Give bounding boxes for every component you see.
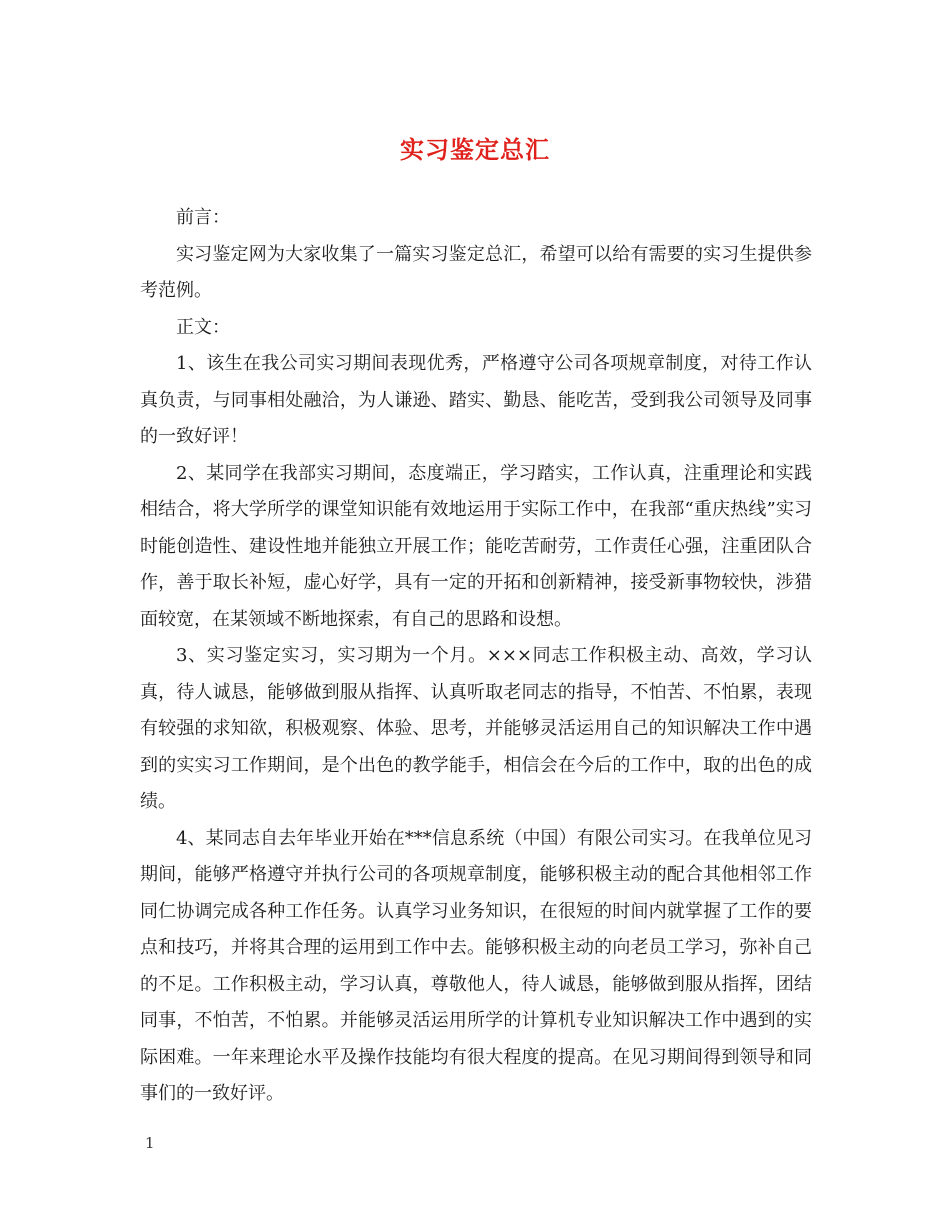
page-number: 1 <box>145 1134 155 1152</box>
main-text-heading: 正文： <box>176 316 230 338</box>
evaluation-paragraph-1: 1、该生在我公司实习期间表现优秀，严格遵守公司各项规章制度，对待工作认真负责，与同事相处融洽，为人谦逊、踏实、勤恳、能吃苦，受到我公司领导及同事的一致好评！ <box>140 353 812 447</box>
evaluation-paragraph-3: 3、实习鉴定实习，实习期为一个月。×××同志工作积极主动、高效，学习认真，待人诚恳，能够做到服从指挥、认真听取老同志的指导，不怕苦、不怕累，表现有较强的求知欲，积极观察、体验、思考，并能够灵活运用自己的知识解决工作中遇到的实实习工作期间，是个出色的教学能手，相信会在今后的工作中，取的出色的成绩。 <box>140 645 812 812</box>
preface-heading: 前言： <box>176 207 230 228</box>
evaluation-paragraph-4: 4、某同志自去年毕业开始在***信息系统（中国）有限公司实习。在我单位见习期间，能够严格遵守并执行公司的各项规章制度，能够积极主动的配合其他相邻工作同仁协调完成各种工作任务。认真学习业务知识，在很短的时间内就掌握了工作的要点和技巧，并将其合理的运用到工作中去。能够积极主动的向老员工学习，弥补自己的不足。工作积极主动，学习认真，尊敬他人，待人诚恳，能够做到服从指挥，团结同事，不怕苦，不怕累。并能够灵活运用所学的计算机专业知识解决工作中遇到的实际困难。一年来理论水平及操作技能均有很大程度的提高。在见习期间得到领导和同事们的一致好评。 <box>140 827 812 1104</box>
document-body <box>140 200 812 1113</box>
document-title: 实习鉴定总汇 <box>400 135 550 164</box>
evaluation-paragraph-2: 2、某同学在我部实习期间，态度端正，学习踏实，工作认真，注重理论和实践相结合，将大学所学的课堂知识能有效地运用于实际工作中，在我部“重庆热线”实习时能创造性、建设性地并能独立开展工作；能吃苦耐劳，工作责任心强，注重团队合作，善于取长补短，虚心好学，具有一定的开拓和创新精神，接受新事物较快，涉猎面较宽，在某领域不断地探索，有自己的思路和设想。 <box>140 462 812 630</box>
preface-paragraph: 实习鉴定网为大家收集了一篇实习鉴定总汇，希望可以给有需要的实习生提供参考范例。 <box>140 243 812 301</box>
